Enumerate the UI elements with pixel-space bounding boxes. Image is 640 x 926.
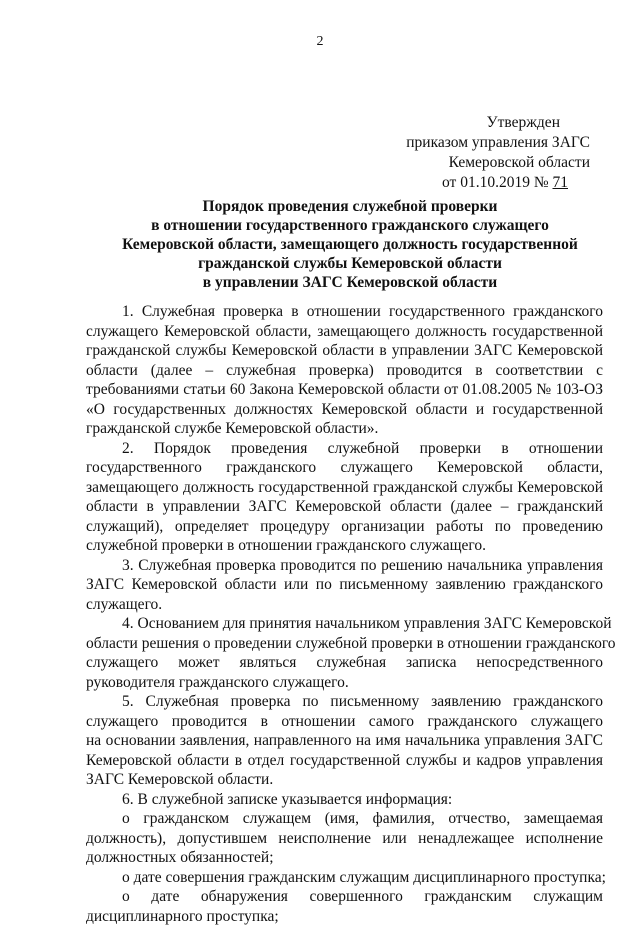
paragraph-line: о гражданском служащем (имя, фамилия, отчество, замещаемая bbox=[86, 809, 603, 829]
approval-line-region: Кемеровской области bbox=[380, 153, 590, 173]
paragraph-line: служебной проверки в отношении гражданского служащего. bbox=[86, 536, 603, 556]
paragraph-line: служащего может являться служебная записка непосредственного bbox=[86, 653, 603, 673]
paragraph-line: дисциплинарного проступка; bbox=[86, 907, 603, 926]
approval-line-approved: Утвержден bbox=[380, 113, 590, 133]
paragraph-line: «О государственных должностях Кемеровской области и государственной bbox=[86, 400, 603, 420]
document-title bbox=[60, 197, 640, 292]
paragraph bbox=[86, 302, 603, 439]
paragraph-line: должность), допустившем неисполнение или ненадлежащее исполнение bbox=[86, 829, 603, 849]
approval-line-order: приказом управления ЗАГС bbox=[380, 133, 590, 153]
paragraph-line: 2. Порядок проведения служебной проверки в отношении bbox=[86, 439, 603, 459]
paragraph bbox=[86, 556, 603, 615]
paragraph-line: 3. Служебная проверка проводится по решению начальника управления bbox=[86, 556, 603, 576]
title-line: в отношении государственного гражданского служащего bbox=[60, 216, 640, 235]
title-line: в управлении ЗАГС Кемеровской области bbox=[60, 273, 640, 292]
paragraph-line: ЗАГС Кемеровской области или по письменному заявлению гражданского bbox=[86, 575, 603, 595]
paragraph bbox=[86, 439, 603, 556]
paragraph-line: служащего проводится в отношении самого гражданского служащего bbox=[86, 712, 603, 732]
document-body bbox=[86, 302, 603, 926]
approval-stamp-block bbox=[380, 113, 630, 193]
paragraph-line: о дате совершения гражданским служащим дисциплинарного проступка; bbox=[86, 868, 603, 888]
paragraph-line: 6. В служебной записке указывается информация: bbox=[86, 790, 603, 810]
approval-order-number: 71 bbox=[553, 174, 569, 191]
paragraph bbox=[86, 887, 603, 926]
paragraph-line: Кемеровской области в отдел государственной службы и кадров управления bbox=[86, 751, 603, 771]
paragraph-line: руководителя гражданского служащего. bbox=[86, 673, 603, 693]
paragraph-line: на основании заявления, направленного на имя начальника управления ЗАГС bbox=[86, 731, 603, 751]
paragraph-line: 1. Служебная проверка в отношении государственного гражданского bbox=[86, 302, 603, 322]
paragraph-line: государственного гражданского служащего Кемеровской области, bbox=[86, 458, 603, 478]
paragraph-line: ЗАГС Кемеровской области. bbox=[86, 770, 603, 790]
approval-date-text: от 01.10.2019 № bbox=[442, 174, 552, 191]
title-line: Кемеровской области, замещающего должность государственной bbox=[60, 235, 640, 254]
approval-line-date bbox=[380, 173, 590, 193]
paragraph-line: 4. Основанием для принятия начальником управления ЗАГС Кемеровской bbox=[86, 614, 603, 634]
paragraph-line: области в управлении ЗАГС Кемеровской области (далее – гражданский bbox=[86, 497, 603, 517]
paragraph bbox=[86, 614, 603, 692]
paragraph-line: гражданской службы Кемеровской области в управлении ЗАГС Кемеровской bbox=[86, 341, 603, 361]
paragraph-line: служащего Кемеровской области, замещающего должность государственной bbox=[86, 322, 603, 342]
paragraph-line: 5. Служебная проверка по письменному заявлению гражданского bbox=[86, 692, 603, 712]
paragraph-line: гражданской службе Кемеровской области». bbox=[86, 419, 603, 439]
paragraph bbox=[86, 692, 603, 790]
paragraph bbox=[86, 868, 603, 888]
paragraph bbox=[86, 790, 603, 810]
paragraph-line: о дате обнаружения совершенного гражданским служащим bbox=[86, 887, 603, 907]
paragraph-line: замещающего должность государственной гражданской службы Кемеровской bbox=[86, 478, 603, 498]
paragraph bbox=[86, 809, 603, 868]
title-line: гражданской службы Кемеровской области bbox=[60, 254, 640, 273]
title-line: Порядок проведения служебной проверки bbox=[60, 197, 640, 216]
paragraph-line: области (далее – служебная проверка) проводится в соответствии с bbox=[86, 361, 603, 381]
paragraph-line: служащего. bbox=[86, 595, 603, 615]
paragraph-line: области решения о проведении служебной проверки в отношении гражданского bbox=[86, 634, 603, 654]
paragraph-line: должностных обязанностей; bbox=[86, 848, 603, 868]
paragraph-line: требованиями статьи 60 Закона Кемеровской области от 01.08.2005 № 103-ОЗ bbox=[86, 380, 603, 400]
paragraph-line: служащий), определяет процедуру организации работы по проведению bbox=[86, 517, 603, 537]
page-number: 2 bbox=[0, 34, 640, 50]
